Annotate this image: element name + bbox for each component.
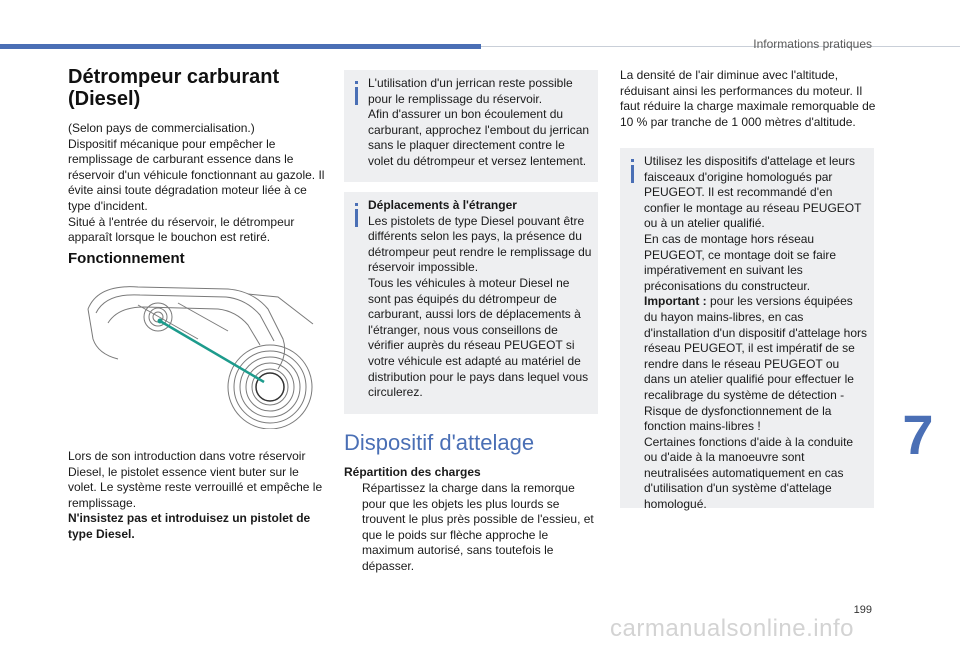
info-icon	[631, 159, 634, 162]
info-box-text: L'utilisation d'un jerrican reste possible pour le remplissage du réservoir. Afin d'assurer un bon écoulement du carburant, approchez l'embout du jerrican sans le plaquer directement contre le volet du détrompeur et versez lentement.	[368, 76, 590, 168]
info-box-text	[644, 154, 868, 513]
subheading-charges: Répartition des charges	[344, 465, 481, 479]
info-box-jerrican	[344, 70, 598, 182]
page-title: Détrompeur carburant (Diesel)	[68, 66, 280, 110]
important-label: Important :	[644, 294, 707, 309]
info-box-body: Utilisez les dispositifs d'attelage et leurs faisceaux d'origine homologués par PEUGEOT. Il est recommandé d'en confier le montage au réseau PEUGEOT ou à un atelier qualifié. En cas de montage hors réseau PEUGEOT, ce montage doit se faire impérativement en suivant les préconisations du constructeur.	[644, 154, 862, 293]
list-item-text: Répartissez la charge dans la remorque pour que les objets les plus lourds se trouvent le plus près possible de l'essieu, et que le poids sur flèche approche le maximum autorisé, sans toutefois le dépasser.	[362, 481, 594, 573]
section-heading-attelage: Dispositif d'attelage	[344, 430, 535, 455]
info-icon	[355, 203, 358, 206]
info-icon-bar	[355, 87, 358, 105]
altitude-paragraph: La densité de l'air diminue avec l'altitude, réduisant ainsi les performances du moteur. Il faut réduire la charge maximale remorquable de 10 % par tranche de 1 000 mètres d'altitude.	[620, 68, 876, 129]
section-title: Informations pratiques	[753, 37, 872, 51]
info-box-text	[368, 198, 592, 401]
fuel-filler-illustration	[78, 279, 324, 429]
chapter-number: 7	[902, 403, 934, 466]
info-box-body-2: pour les versions équipées du hayon mains-libres, en cas d'installation d'un dispositif d'attelage hors réseau PEUGEOT, il est impératif de se rendre dans le réseau PEUGEOT ou dans un atelier qualifié pour effectuer le recalibrage du système de détection - Risque de dysfonctionnement de la fonction mains-libres ! Certaines fonctions d'aide à la conduite ou d'aide à la manoeuvre sont neutralisées automatiquement en cas d'utilisation d'un système d'attelage homologué.	[644, 294, 868, 512]
watermark: carmanualsonline.info	[610, 615, 854, 642]
info-icon	[355, 81, 358, 84]
fonctionnement-paragraph	[68, 449, 330, 543]
list-item	[344, 481, 594, 575]
info-box-etranger	[344, 192, 598, 414]
info-box-body: Les pistolets de type Diesel pouvant être différents selon les pays, la présence du détrompeur peut rendre le remplissage du réservoir impossible. Tous les véhicules à moteur Diesel ne sont pas équipés du détrompeur de carburant, aussi lors de déplacements à l'étranger, nous vous conseillons de vérifier auprès du réseau PEUGEOT si votre véhicule est adapté au matériel de distribution pour le pays dans lequel vous circulerez.	[368, 213, 592, 400]
fonctionnement-body: Lors de son introduction dans votre réservoir Diesel, le pistolet essence vient buter sur le volet. Le système reste verrouillé et empêche le remplissage.	[68, 449, 323, 510]
header-accent-bar	[0, 44, 481, 49]
info-icon-bar	[355, 209, 358, 227]
intro-paragraph: (Selon pays de commercialisation.) Dispositif mécanique pour empêcher le remplissage de carburant essence dans le réservoir d'un véhicule fonctionnant au gazole. Il évite ainsi toute dégradation moteur liée à ce type d'incident. Situé à l'entrée du réservoir, le détrompeur apparaît lorsque le bouchon est retiré.	[68, 121, 325, 245]
info-box-title: Déplacements à l'étranger	[368, 198, 517, 212]
section-heading-fonctionnement: Fonctionnement	[68, 250, 185, 267]
header-rule	[481, 46, 960, 47]
info-box-attelage	[620, 148, 874, 512]
warning-text: N'insistez pas et introduisez un pistolet de type Diesel.	[68, 511, 311, 541]
page-number: 199	[853, 604, 872, 616]
info-icon-bar	[631, 165, 634, 183]
